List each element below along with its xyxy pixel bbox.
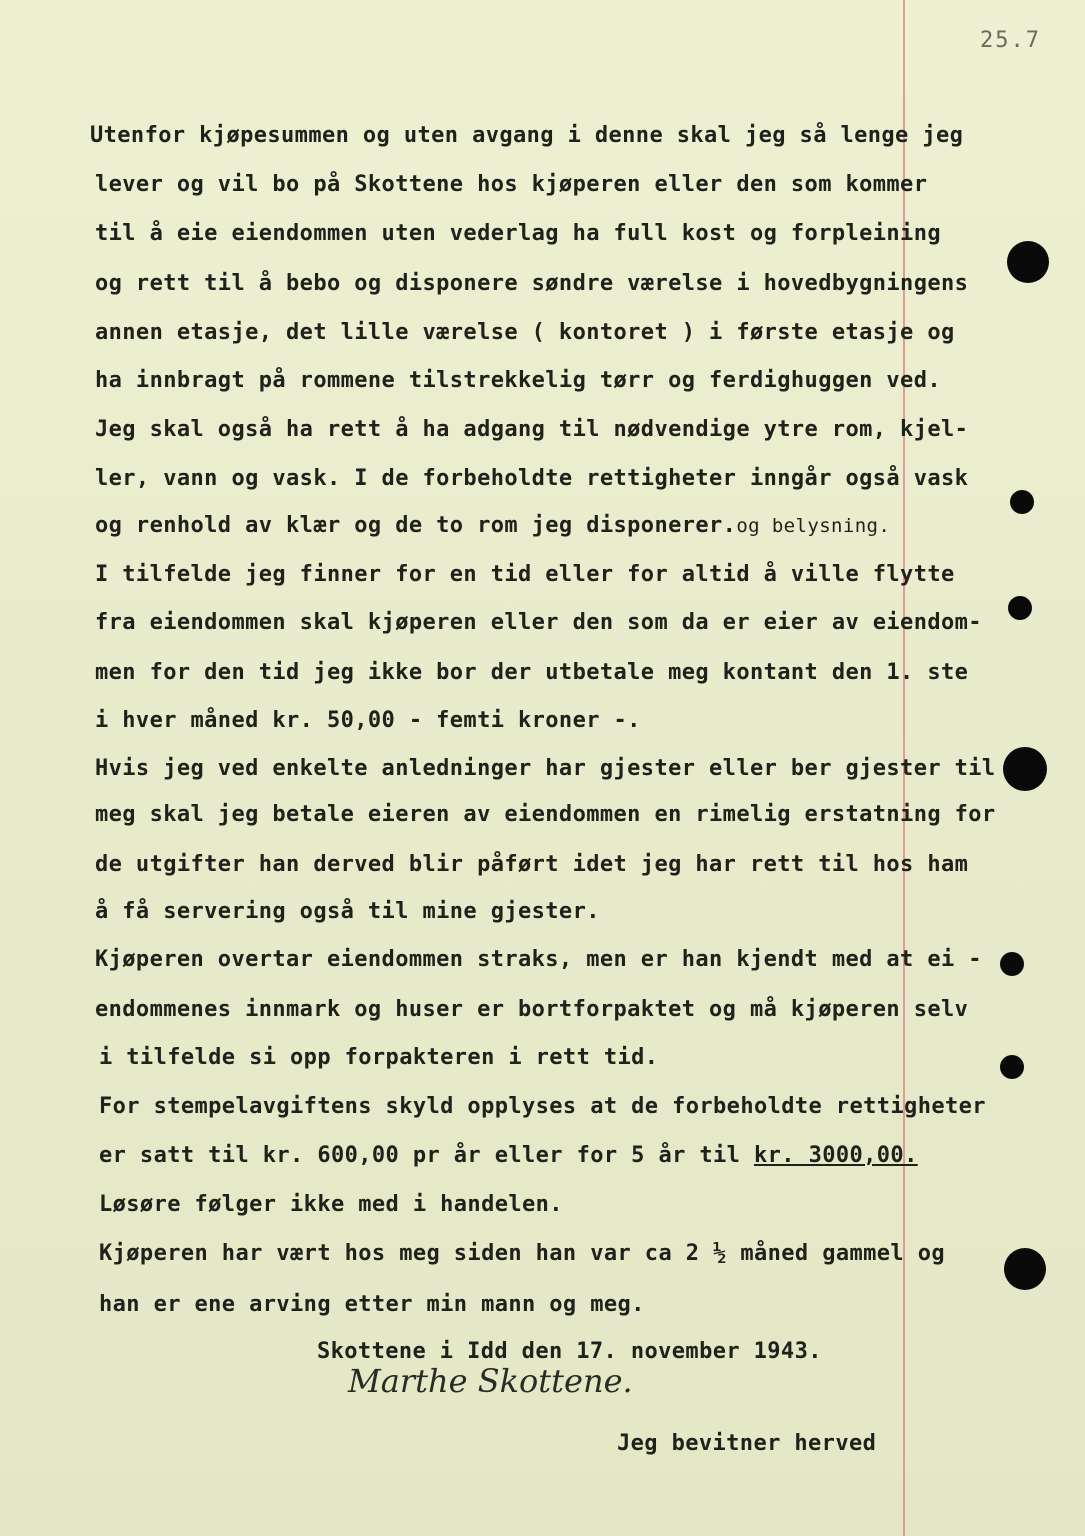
- text-line: de utgifter han derved blir påført idet jeg har rett til hos ham: [95, 852, 969, 877]
- text-line: Kjøperen overtar eiendommen straks, men er han kjendt med at ei -: [95, 947, 982, 972]
- text-line: til å eie eiendommen uten vederlag ha full kost og forpleining: [95, 221, 941, 246]
- text-line: Løsøre følger ikke med i handelen.: [99, 1192, 563, 1217]
- text-line: han er ene arving etter min mann og meg.: [99, 1292, 645, 1317]
- binding-hole: [1003, 747, 1047, 791]
- text-line: I tilfelde jeg finner for en tid eller for altid å ville flytte: [95, 562, 955, 587]
- text-line: å få servering også til mine gjester.: [95, 899, 600, 924]
- binding-hole: [1008, 596, 1032, 620]
- binding-hole: [1007, 241, 1049, 283]
- text-line: men for den tid jeg ikke bor der utbetale meg kontant den 1. ste: [95, 660, 969, 685]
- text-line: og rett til å bebo og disponere søndre værelse i hovedbygningens: [95, 271, 969, 296]
- text-line: ler, vann og vask. I de forbeholdte rettigheter inngår også vask: [95, 466, 969, 491]
- text-line: i tilfelde si opp forpakteren i rett tid.: [99, 1045, 659, 1070]
- handwritten-insert: og belysning.: [736, 515, 891, 537]
- text-line: meg skal jeg betale eieren av eiendommen en rimelig erstatning for: [95, 802, 996, 827]
- text-segment: og renhold av klær og de to rom jeg disponerer.: [95, 513, 737, 538]
- text-line: [95, 512, 890, 540]
- binding-hole: [1000, 1055, 1024, 1079]
- text-line: endommenes innmark og huser er bortforpaktet og må kjøperen selv: [95, 997, 969, 1022]
- text-segment: er satt til kr. 600,00 pr år eller for 5 år til: [99, 1143, 741, 1168]
- text-line: For stempelavgiftens skyld opplyses at de forbeholdte rettigheter: [99, 1094, 986, 1119]
- text-line: i hver måned kr. 50,00 - femti kroner -.: [95, 708, 641, 733]
- signature: Marthe Skottene.: [348, 1362, 633, 1400]
- text-line: Jeg skal også ha rett å ha adgang til nødvendige ytre rom, kjel-: [95, 417, 969, 442]
- binding-hole: [1000, 952, 1024, 976]
- text-line: lever og vil bo på Skottene hos kjøperen eller den som kommer: [95, 172, 928, 197]
- witness-line: Jeg bevitner herved: [617, 1431, 877, 1456]
- text-line: [99, 1142, 918, 1170]
- text-line: Utenfor kjøpesummen og uten avgang i denne skal jeg så lenge jeg: [90, 123, 964, 148]
- binding-hole: [1010, 490, 1034, 514]
- text-line: annen etasje, det lille værelse ( kontoret ) i første etasje og: [95, 320, 955, 345]
- text-line: Kjøperen har vært hos meg siden han var ca 2 ½ måned gammel og: [99, 1241, 945, 1266]
- place-date: Skottene i Idd den 17. november 1943.: [317, 1339, 822, 1364]
- text-line: fra eiendommen skal kjøperen eller den som da er eier av eiendom-: [95, 610, 982, 635]
- text-line: Hvis jeg ved enkelte anledninger har gjester eller ber gjester til: [95, 756, 996, 781]
- text-line: ha innbragt på rommene tilstrekkelig tørr og ferdighuggen ved.: [95, 368, 941, 393]
- page-number: 25.7: [980, 28, 1041, 53]
- binding-hole: [1004, 1248, 1046, 1290]
- total-amount: kr. 3000,00.: [753, 1143, 918, 1168]
